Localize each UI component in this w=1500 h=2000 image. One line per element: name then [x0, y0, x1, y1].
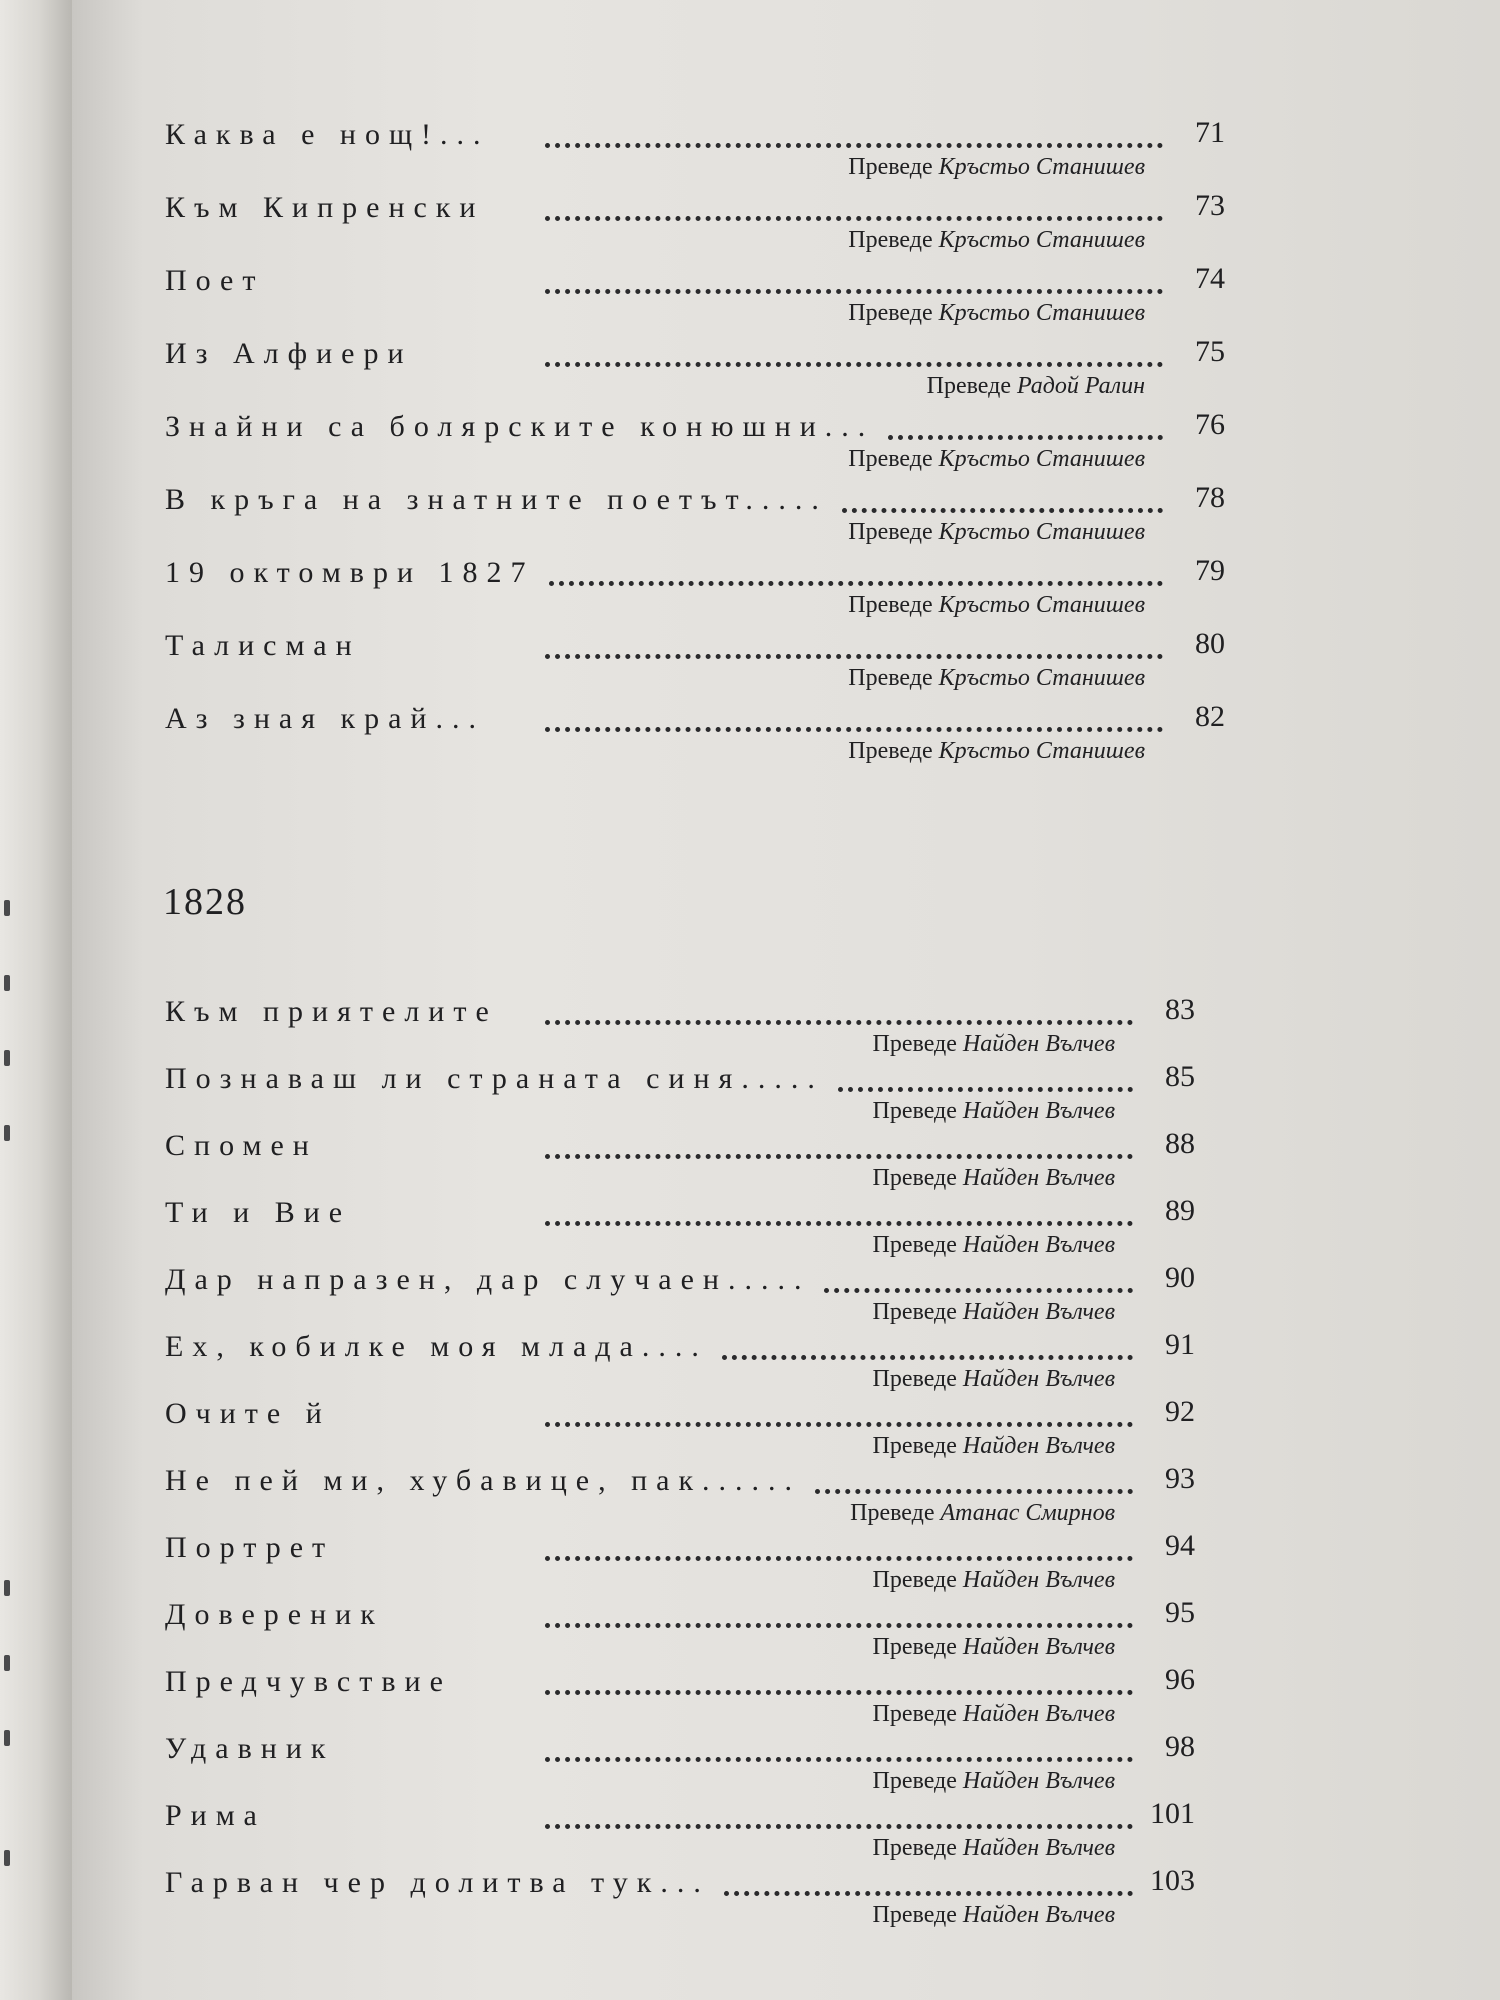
- translator-prefix: Преведе: [848, 154, 933, 180]
- entry-title: Довереник: [165, 1598, 384, 1631]
- translator-name: Кръстьо Станишев: [938, 300, 1145, 326]
- translator-name: Найден Вълчев: [962, 1232, 1115, 1258]
- entry-title: Дар напразен, дар случаен.....: [165, 1263, 811, 1296]
- binding-mark: [4, 900, 10, 916]
- translator-name: Кръстьо Станишев: [938, 227, 1145, 253]
- translator-credit: [848, 300, 1145, 327]
- translator-prefix: Преведе: [872, 1634, 957, 1660]
- binding-mark: [4, 1125, 10, 1141]
- translator-name: Найден Вълчев: [962, 1299, 1115, 1325]
- translator-prefix: Преведе: [848, 738, 933, 764]
- translator-prefix: Преведе: [872, 1366, 957, 1392]
- dot-leader: [545, 1799, 1133, 1829]
- toc-entry[interactable]: [165, 1129, 1225, 1201]
- translator-credit: [848, 738, 1145, 765]
- translator-credit: [873, 1299, 1115, 1326]
- entry-title: Знайни са болярските конюшни...: [165, 410, 875, 443]
- translator-credit: [873, 1768, 1115, 1795]
- binding-mark: [4, 1050, 10, 1066]
- translator-prefix: Преведе: [872, 1433, 957, 1459]
- toc-entry[interactable]: [165, 483, 1225, 555]
- page-number: 103: [1150, 1864, 1195, 1897]
- entry-title: Към Кипренски: [165, 191, 485, 224]
- dot-leader: [824, 1263, 1133, 1293]
- toc-entry[interactable]: [165, 337, 1225, 409]
- translator-credit: [927, 373, 1145, 400]
- page-number: 76: [1195, 408, 1225, 441]
- toc-entry[interactable]: [165, 191, 1225, 263]
- toc-entry[interactable]: [165, 118, 1225, 190]
- page-number: 98: [1165, 1730, 1195, 1763]
- translator-name: Кръстьо Станишев: [938, 738, 1145, 764]
- translator-name: Найден Вълчев: [962, 1634, 1115, 1660]
- translator-name: Найден Вълчев: [962, 1835, 1115, 1861]
- entry-title: Аз зная край...: [165, 702, 485, 735]
- entry-title: Из Алфиери: [165, 337, 413, 370]
- entry-title: Гарван чер долитва тук...: [165, 1866, 710, 1899]
- translator-prefix: Преведе: [872, 1165, 957, 1191]
- page-number: 78: [1195, 481, 1225, 514]
- page-number: 92: [1165, 1395, 1195, 1428]
- translator-name: Найден Вълчев: [962, 1433, 1115, 1459]
- toc-entry[interactable]: [165, 1799, 1225, 1871]
- page-number: 75: [1195, 335, 1225, 368]
- dot-leader: [545, 1665, 1133, 1695]
- translator-name: Кръстьо Станишев: [938, 154, 1145, 180]
- dot-leader: [815, 1464, 1133, 1494]
- translator-name: Кръстьо Станишев: [938, 446, 1145, 472]
- toc-entry[interactable]: [165, 556, 1225, 628]
- translator-prefix: Преведе: [872, 1031, 957, 1057]
- translator-credit: [873, 1433, 1115, 1460]
- entry-title: Предчувствие: [165, 1665, 452, 1698]
- entry-title: Спомен: [165, 1129, 318, 1162]
- entry-title: Талисман: [165, 629, 361, 662]
- page-number: 95: [1165, 1596, 1195, 1629]
- page-number: 88: [1165, 1127, 1195, 1160]
- page-number: 80: [1195, 627, 1225, 660]
- dot-leader: [545, 1732, 1133, 1762]
- page-number: 71: [1195, 116, 1225, 149]
- dot-leader: [545, 118, 1163, 148]
- translator-prefix: Преведе: [848, 446, 933, 472]
- entry-title: Познаваш ли страната синя.....: [165, 1062, 824, 1095]
- translator-credit: [873, 1567, 1115, 1594]
- dot-leader: [545, 1196, 1133, 1226]
- dot-leader: [545, 1397, 1133, 1427]
- toc-entry[interactable]: [165, 629, 1225, 701]
- toc-entry[interactable]: [165, 1665, 1225, 1737]
- translator-name: Найден Вълчев: [962, 1701, 1115, 1727]
- translator-credit: [848, 446, 1145, 473]
- translator-prefix: Преведе: [872, 1232, 957, 1258]
- page-number: 101: [1150, 1797, 1195, 1830]
- translator-credit: [848, 665, 1145, 692]
- translator-name: Найден Вълчев: [962, 1567, 1115, 1593]
- entry-title: Поет: [165, 264, 265, 297]
- toc-entry[interactable]: [165, 1330, 1225, 1402]
- entry-title: Рима: [165, 1799, 266, 1832]
- page-number: 94: [1165, 1529, 1195, 1562]
- translator-name: Кръстьо Станишев: [938, 592, 1145, 618]
- toc-entry[interactable]: [165, 1598, 1225, 1670]
- translator-name: Кръстьо Станишев: [938, 665, 1145, 691]
- page-number: 73: [1195, 189, 1225, 222]
- toc-entry[interactable]: [165, 1866, 1225, 1938]
- toc-entry[interactable]: [165, 1196, 1225, 1268]
- dot-leader: [545, 629, 1163, 659]
- translator-prefix: Преведе: [872, 1098, 957, 1124]
- entry-title: 19 октомври 1827: [165, 556, 535, 589]
- binding-mark: [4, 1580, 10, 1596]
- translator-prefix: Преведе: [850, 1500, 935, 1526]
- entry-title: Портрет: [165, 1531, 335, 1564]
- translator-credit: [873, 1701, 1115, 1728]
- dot-leader: [545, 995, 1133, 1025]
- binding-mark: [4, 975, 10, 991]
- binding-mark: [4, 1850, 10, 1866]
- entry-title: Ти и Вие: [165, 1196, 352, 1229]
- toc-entry[interactable]: [165, 702, 1225, 774]
- translator-credit: [850, 1500, 1115, 1527]
- page-number: 85: [1165, 1060, 1195, 1093]
- page-number: 83: [1165, 993, 1195, 1026]
- dot-leader: [545, 264, 1163, 294]
- translator-prefix: Преведе: [926, 373, 1011, 399]
- translator-name: Найден Вълчев: [962, 1902, 1115, 1928]
- dot-leader: [545, 1531, 1133, 1561]
- translator-prefix: Преведе: [872, 1768, 957, 1794]
- translator-prefix: Преведе: [848, 519, 933, 545]
- toc-entry[interactable]: [165, 264, 1225, 336]
- translator-credit: [873, 1165, 1115, 1192]
- entry-title: Очите й: [165, 1397, 331, 1430]
- dot-leader: [724, 1866, 1133, 1896]
- dot-leader: [842, 483, 1163, 513]
- binding-mark: [4, 1655, 10, 1671]
- translator-name: Найден Вълчев: [962, 1165, 1115, 1191]
- translator-credit: [848, 519, 1145, 546]
- entry-title: Не пей ми, хубавице, пак......: [165, 1464, 802, 1497]
- dot-leader: [722, 1330, 1133, 1360]
- translator-credit: [848, 592, 1145, 619]
- toc-entry[interactable]: [165, 995, 1225, 1067]
- page-number: 89: [1165, 1194, 1195, 1227]
- dot-leader: [888, 410, 1163, 440]
- dot-leader: [545, 337, 1163, 367]
- translator-credit: [873, 1902, 1115, 1929]
- translator-prefix: Преведе: [872, 1299, 957, 1325]
- toc-entry[interactable]: [165, 1397, 1225, 1469]
- translator-credit: [848, 154, 1145, 181]
- toc-entry[interactable]: [165, 1464, 1225, 1536]
- page-number: 91: [1165, 1328, 1195, 1361]
- page-number: 74: [1195, 262, 1225, 295]
- translator-credit: [873, 1366, 1115, 1393]
- translator-prefix: Преведе: [848, 227, 933, 253]
- translator-prefix: Преведе: [848, 300, 933, 326]
- entry-title: В кръга на знатните поетът.....: [165, 483, 828, 516]
- translator-credit: [873, 1232, 1115, 1259]
- entry-title: Каква е нощ!...: [165, 118, 490, 151]
- translator-credit: [873, 1098, 1115, 1125]
- toc-entry[interactable]: [165, 1732, 1225, 1804]
- dot-leader: [545, 702, 1163, 732]
- entry-title: Удавник: [165, 1732, 335, 1765]
- translator-name: Атанас Смирнов: [940, 1500, 1115, 1526]
- translator-prefix: Преведе: [872, 1567, 957, 1593]
- book-binding: [0, 0, 72, 2000]
- page-number: 93: [1165, 1462, 1195, 1495]
- page-number: 82: [1195, 700, 1225, 733]
- entry-title: Към приятелите: [165, 995, 498, 1028]
- year-heading: 1828: [163, 881, 247, 923]
- translator-name: Найден Вълчев: [962, 1031, 1115, 1057]
- translator-prefix: Преведе: [872, 1835, 957, 1861]
- translator-prefix: Преведе: [848, 592, 933, 618]
- toc-entry[interactable]: [165, 1531, 1225, 1603]
- translator-name: Радой Ралин: [1016, 373, 1145, 399]
- page-number: 96: [1165, 1663, 1195, 1696]
- page-number: 79: [1195, 554, 1225, 587]
- toc-entry[interactable]: [165, 410, 1225, 482]
- translator-prefix: Преведе: [848, 665, 933, 691]
- dot-leader: [545, 1129, 1133, 1159]
- translator-name: Найден Вълчев: [962, 1768, 1115, 1794]
- dot-leader: [545, 1598, 1133, 1628]
- translator-name: Найден Вълчев: [962, 1098, 1115, 1124]
- toc-entry[interactable]: [165, 1263, 1225, 1335]
- translator-credit: [848, 227, 1145, 254]
- toc-entry[interactable]: [165, 1062, 1225, 1134]
- dot-leader: [549, 556, 1163, 586]
- dot-leader: [838, 1062, 1133, 1092]
- translator-prefix: Преведе: [872, 1902, 957, 1928]
- binding-mark: [4, 1730, 10, 1746]
- translator-credit: [873, 1031, 1115, 1058]
- translator-prefix: Преведе: [872, 1701, 957, 1727]
- dot-leader: [545, 191, 1163, 221]
- translator-credit: [873, 1634, 1115, 1661]
- translator-credit: [873, 1835, 1115, 1862]
- translator-name: Кръстьо Станишев: [938, 519, 1145, 545]
- page-number: 90: [1165, 1261, 1195, 1294]
- translator-name: Найден Вълчев: [962, 1366, 1115, 1392]
- entry-title: Ех, кобилке моя млада....: [165, 1330, 708, 1363]
